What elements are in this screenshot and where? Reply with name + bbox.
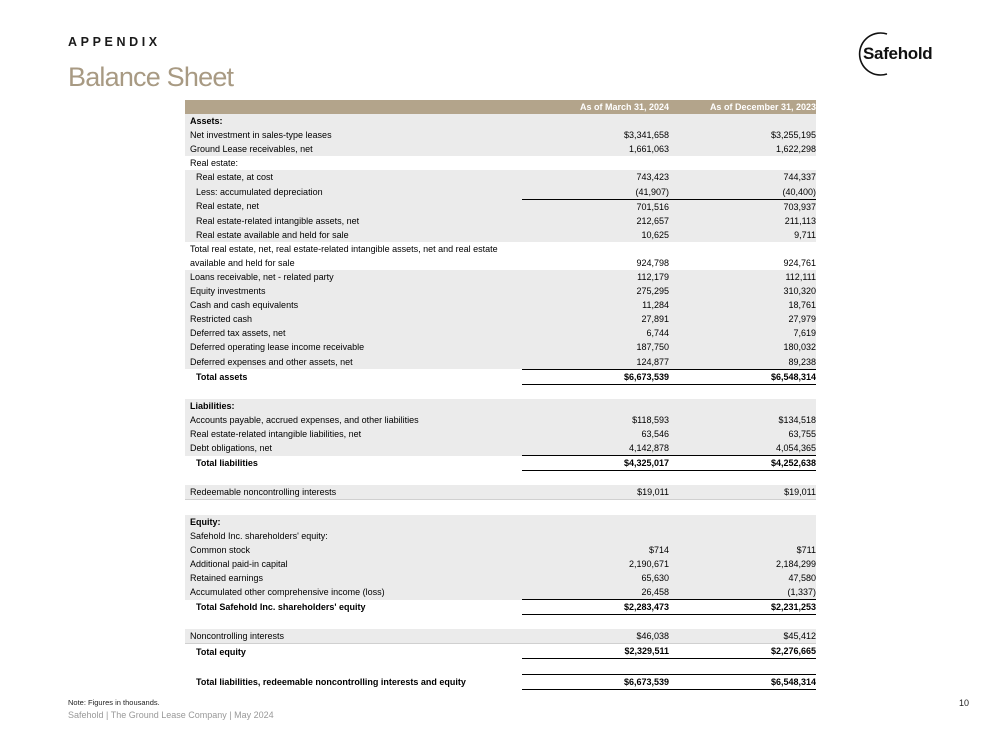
empty-cell — [522, 114, 669, 128]
value-dec-2023: 7,619 — [669, 326, 816, 340]
empty-cell — [185, 384, 522, 399]
header-blank — [185, 100, 522, 114]
row-label: Deferred operating lease income receivable — [185, 340, 522, 354]
empty-cell — [669, 529, 816, 543]
col-header-mar-2024: As of March 31, 2024 — [522, 100, 669, 114]
row-label: Total liabilities — [196, 458, 258, 469]
table-row — [185, 298, 816, 312]
value-dec-2023: $19,011 — [669, 485, 816, 500]
value-mar-2024: 65,630 — [522, 571, 669, 585]
empty-cell — [669, 615, 816, 630]
row-label: Real estate, net — [185, 199, 522, 214]
balance-sheet-table — [185, 100, 816, 690]
table-row — [185, 340, 816, 354]
table-row — [185, 142, 816, 156]
value-dec-2023: 1,622,298 — [669, 142, 816, 156]
table-row — [185, 170, 816, 184]
empty-cell — [185, 615, 522, 630]
value-mar-2024: $118,593 — [522, 413, 669, 427]
value-mar-2024: 275,295 — [522, 284, 669, 298]
row-label: Total real estate, net, real estate-related intangible assets, net and real estate available and held for sale — [190, 243, 498, 268]
spacer-row — [185, 471, 816, 486]
spacer-row — [185, 384, 816, 399]
spacer-row — [185, 615, 816, 630]
section-heading: Safehold Inc. shareholders' equity: — [185, 529, 522, 543]
empty-cell — [185, 659, 522, 674]
value-mar-2024: 2,190,671 — [522, 557, 669, 571]
value-dec-2023: 180,032 — [669, 340, 816, 354]
value-mar-2024: 924,798 — [636, 257, 669, 268]
value-dec-2023: 9,711 — [669, 228, 816, 242]
table-row — [185, 644, 816, 659]
table-row — [185, 674, 816, 689]
value-dec-2023: 703,937 — [669, 199, 816, 214]
value-mar-2024: 743,423 — [522, 170, 669, 184]
value-mar-2024: 112,179 — [522, 270, 669, 284]
value-mar-2024: 4,142,878 — [522, 441, 669, 456]
table-row — [185, 185, 816, 200]
row-label: Redeemable noncontrolling interests — [185, 485, 522, 500]
value-dec-2023: 63,755 — [669, 427, 816, 441]
footnote: Note: Figures in thousands. — [68, 698, 160, 707]
row-label: Total assets — [196, 371, 248, 382]
section-eyebrow: APPENDIX — [68, 35, 161, 49]
row-label: Total Safehold Inc. shareholders' equity — [196, 602, 366, 613]
value-dec-2023: $4,252,638 — [669, 456, 816, 471]
value-mar-2024: 124,877 — [522, 355, 669, 370]
empty-cell — [522, 529, 669, 543]
value-mar-2024: 187,750 — [522, 340, 669, 354]
table-row — [185, 369, 816, 384]
empty-cell — [669, 515, 816, 529]
row-label: Restricted cash — [185, 312, 522, 326]
footer-text: Safehold | The Ground Lease Company | May 2024 — [68, 710, 274, 720]
value-mar-2024: 11,284 — [522, 298, 669, 312]
empty-cell — [522, 659, 669, 674]
row-label: Cash and cash equivalents — [185, 298, 522, 312]
section-heading: Liabilities: — [185, 399, 522, 413]
value-dec-2023: 744,337 — [669, 170, 816, 184]
row-label: Noncontrolling interests — [185, 629, 522, 644]
empty-cell — [522, 515, 669, 529]
empty-cell — [185, 471, 522, 486]
section-heading: Real estate: — [190, 158, 239, 169]
table-row — [185, 456, 816, 471]
value-dec-2023: 112,111 — [669, 270, 816, 284]
value-dec-2023: $134,518 — [669, 413, 816, 427]
row-label: Real estate-related intangible assets, net — [185, 214, 522, 228]
value-dec-2023: $6,548,314 — [669, 369, 816, 384]
section-heading-row — [185, 529, 816, 543]
table-row — [185, 485, 816, 500]
table-row — [185, 571, 816, 585]
page-number: 10 — [959, 698, 970, 708]
row-label: Deferred expenses and other assets, net — [185, 355, 522, 370]
section-heading-row — [185, 399, 816, 413]
value-dec-2023: $2,276,665 — [669, 644, 816, 659]
value-mar-2024: $6,673,539 — [522, 674, 669, 689]
section-heading-row — [185, 515, 816, 529]
section-heading-row — [185, 156, 816, 170]
table-row — [185, 557, 816, 571]
empty-cell — [669, 500, 816, 515]
table-header-row — [185, 100, 816, 114]
empty-cell — [522, 384, 669, 399]
value-mar-2024: 10,625 — [522, 228, 669, 242]
value-mar-2024: $3,341,658 — [522, 128, 669, 142]
table-row — [185, 270, 816, 284]
value-mar-2024: $19,011 — [522, 485, 669, 500]
spacer-row — [185, 500, 816, 515]
page-title: Balance Sheet — [68, 62, 234, 92]
row-label: Real estate-related intangible liabilities, net — [185, 427, 522, 441]
value-dec-2023: $2,231,253 — [669, 600, 816, 615]
table-row — [185, 413, 816, 427]
value-mar-2024: $6,673,539 — [522, 369, 669, 384]
value-dec-2023: 89,238 — [669, 355, 816, 370]
table-row — [185, 629, 816, 644]
table-row — [185, 427, 816, 441]
value-dec-2023: (40,400) — [669, 185, 816, 200]
value-mar-2024: 6,744 — [522, 326, 669, 340]
empty-cell — [185, 500, 522, 515]
empty-cell — [522, 471, 669, 486]
row-label: Loans receivable, net - related party — [185, 270, 522, 284]
row-label: Total liabilities, redeemable noncontrolling interests and equity — [196, 676, 466, 687]
value-mar-2024: $2,283,473 — [522, 600, 669, 615]
value-dec-2023: $6,548,314 — [669, 674, 816, 689]
row-label: Common stock — [185, 543, 522, 557]
table-row — [185, 312, 816, 326]
row-label: Accumulated other comprehensive income (loss) — [185, 585, 522, 600]
section-heading: Equity: — [185, 515, 522, 529]
empty-cell — [669, 156, 816, 170]
table-row — [185, 326, 816, 340]
table-row — [185, 441, 816, 456]
value-dec-2023: $3,255,195 — [669, 128, 816, 142]
empty-cell — [522, 615, 669, 630]
safehold-logo — [853, 31, 933, 77]
value-mar-2024: 26,458 — [522, 585, 669, 600]
empty-cell — [669, 471, 816, 486]
table-row — [185, 199, 816, 214]
value-mar-2024: 1,661,063 — [522, 142, 669, 156]
value-mar-2024: 27,891 — [522, 312, 669, 326]
value-mar-2024: 701,516 — [522, 199, 669, 214]
row-label: Equity investments — [185, 284, 522, 298]
empty-cell — [669, 384, 816, 399]
empty-cell — [669, 114, 816, 128]
table-row — [185, 242, 816, 270]
value-dec-2023: 310,320 — [669, 284, 816, 298]
row-label: Retained earnings — [185, 571, 522, 585]
value-dec-2023: 18,761 — [669, 298, 816, 312]
value-dec-2023: 4,054,365 — [669, 441, 816, 456]
section-heading: Assets: — [185, 114, 522, 128]
value-mar-2024: 63,546 — [522, 427, 669, 441]
value-mar-2024: $2,329,511 — [522, 644, 669, 659]
row-label: Net investment in sales-type leases — [185, 128, 522, 142]
empty-cell — [522, 500, 669, 515]
section-heading-row — [185, 114, 816, 128]
empty-cell — [522, 399, 669, 413]
empty-cell — [669, 399, 816, 413]
spacer-row — [185, 659, 816, 674]
row-label: Debt obligations, net — [185, 441, 522, 456]
value-mar-2024: $46,038 — [522, 629, 669, 644]
row-label: Accounts payable, accrued expenses, and other liabilities — [185, 413, 522, 427]
row-label: Deferred tax assets, net — [185, 326, 522, 340]
value-dec-2023: 47,580 — [669, 571, 816, 585]
row-label: Additional paid-in capital — [185, 557, 522, 571]
empty-cell — [522, 156, 669, 170]
value-dec-2023: 27,979 — [669, 312, 816, 326]
value-dec-2023: $45,412 — [669, 629, 816, 644]
col-header-dec-2023: As of December 31, 2023 — [669, 100, 816, 114]
table-row — [185, 543, 816, 557]
table-row — [185, 600, 816, 615]
value-mar-2024: 212,657 — [522, 214, 669, 228]
row-label: Total equity — [196, 646, 246, 657]
table-row — [185, 128, 816, 142]
empty-cell — [669, 659, 816, 674]
value-dec-2023: 211,113 — [669, 214, 816, 228]
table-row — [185, 585, 816, 600]
row-label: Less: accumulated depreciation — [185, 185, 522, 200]
value-mar-2024: (41,907) — [522, 185, 669, 200]
value-dec-2023: 924,761 — [783, 257, 816, 268]
value-mar-2024: $4,325,017 — [522, 456, 669, 471]
value-dec-2023: $711 — [669, 543, 816, 557]
row-label: Real estate available and held for sale — [185, 228, 522, 242]
row-label: Ground Lease receivables, net — [185, 142, 522, 156]
row-label: Real estate, at cost — [185, 170, 522, 184]
value-dec-2023: (1,337) — [669, 585, 816, 600]
value-dec-2023: 2,184,299 — [669, 557, 816, 571]
table-row — [185, 214, 816, 228]
table-row — [185, 228, 816, 242]
logo-text: Safehold — [863, 44, 933, 63]
table-row — [185, 355, 816, 370]
table-row — [185, 284, 816, 298]
value-mar-2024: $714 — [522, 543, 669, 557]
